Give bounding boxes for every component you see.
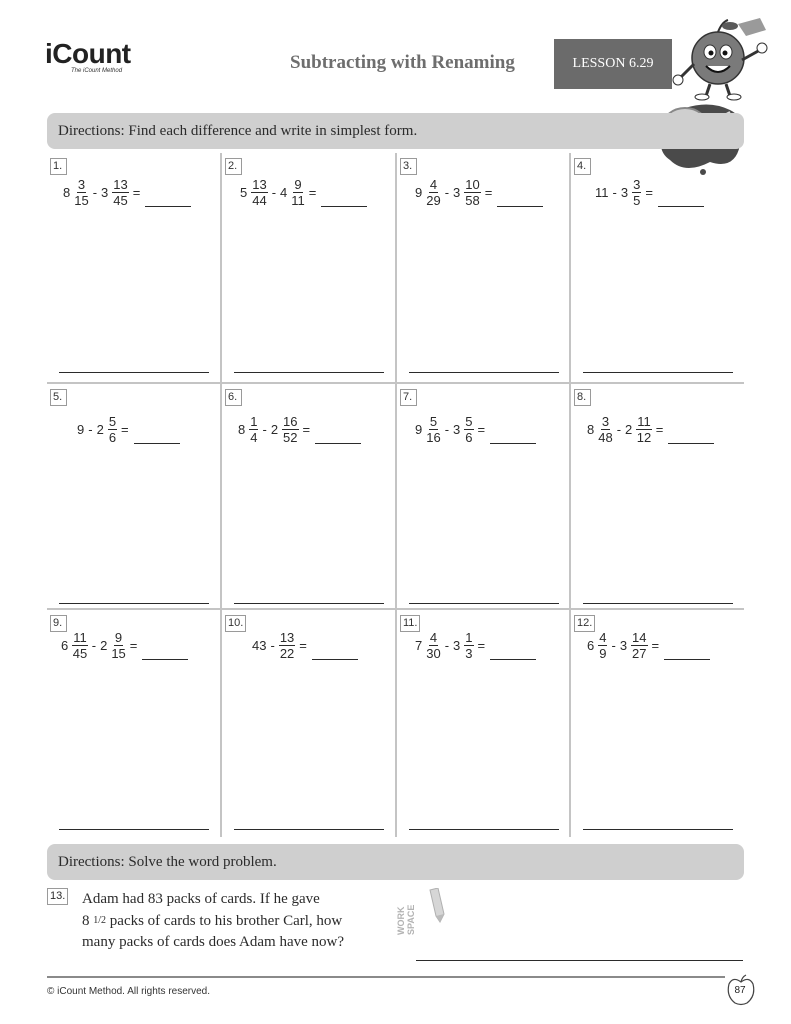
denominator: 11 [291,193,305,208]
problem-cell [222,384,395,612]
whole-number: 3 [453,638,461,653]
whole-number: 8 [238,422,246,437]
whole-number: 3 [453,422,461,437]
copyright-text: © iCount Method. All rights reserved. [47,986,210,997]
fraction [111,630,125,661]
answer-blank[interactable] [134,429,180,444]
whole-number: 7 [415,638,423,653]
work-answer-line[interactable] [583,603,733,604]
minus-sign: - [92,185,98,200]
numerator: 11 [637,414,651,429]
whole-number: 2 [625,422,633,437]
denominator: 30 [426,646,441,661]
answer-blank[interactable] [490,429,536,444]
fraction [291,177,305,208]
whole-number: 3 [620,185,629,200]
problem-cell [47,610,220,838]
whole-number: 3 [101,185,109,200]
work-answer-line[interactable] [409,829,559,830]
numerator: 11 [73,630,87,645]
fraction [632,177,641,208]
logo-wordmark: iCount [45,38,131,69]
problem-cell [571,610,744,838]
numerator: 1 [250,414,258,429]
numerator: 5 [108,414,117,429]
apple-mascot-icon [668,16,778,101]
problem-cell [47,384,220,612]
equals-sign: = [645,185,653,200]
fraction [426,630,440,661]
whole-number: 3 [453,185,461,200]
whole-number: 5 [240,185,248,200]
problem-expression [593,177,704,208]
numerator: 10 [465,177,480,192]
problem-cell [397,384,570,612]
problem-expression [75,414,180,445]
fraction [464,630,473,661]
word-problem-line: Adam had 83 packs of cards. If he gave [82,891,320,907]
problem-cell [571,153,744,381]
denominator: 44 [252,193,267,208]
denominator: 12 [636,430,652,445]
equals-sign: = [308,185,317,200]
page-title: Subtracting with Renaming [290,52,515,73]
whole-number: 9 [77,422,85,437]
problem-number: 1. [50,158,67,175]
fraction [598,630,607,661]
directions-text: Directions: Find each difference and write in simplest form. [58,123,418,139]
minus-sign: - [91,638,97,653]
numerator: 4 [599,630,607,645]
work-answer-line[interactable] [234,372,384,373]
problem-number: 12. [574,615,595,632]
problem-grid [47,153,744,837]
equals-sign: = [302,422,311,437]
whole-number: 2 [100,638,108,653]
problem-number: 8. [574,389,591,406]
equals-sign: = [477,638,486,653]
fraction [279,630,295,661]
whole-number: 6 [587,638,595,653]
whole-number: 43 [252,638,267,653]
fraction [598,414,612,445]
problem-cell [222,610,395,838]
problem-expression [585,414,714,445]
work-answer-line[interactable] [583,829,733,830]
answer-blank[interactable] [668,429,714,444]
numerator: 5 [429,414,438,429]
minus-sign: - [611,638,616,653]
numerator: 3 [633,177,641,192]
fraction [74,177,88,208]
numerator: 13 [279,630,295,645]
word-problem-line [82,910,387,932]
minus-sign: - [270,638,275,653]
denominator: 58 [465,193,480,208]
denominator: 4 [250,430,258,445]
answer-blank[interactable] [142,645,188,660]
denominator: 15 [74,193,89,208]
icount-logo [45,40,135,74]
numerator: 14 [632,630,647,645]
problem-number: 2. [225,158,242,175]
equals-sign: = [484,185,493,200]
numerator: 4 [429,630,438,645]
problem-number: 5. [50,389,67,406]
work-answer-line[interactable] [234,829,384,830]
fraction [426,414,440,445]
problem-number: 7. [400,389,417,406]
answer-blank[interactable] [315,429,361,444]
answer-blank[interactable] [490,645,536,660]
problem-expression [236,414,361,445]
whole-number: 9 [415,422,423,437]
fraction [251,177,267,208]
denominator: 27 [632,646,647,661]
answer-blank[interactable] [145,192,191,207]
fraction [636,414,652,445]
numerator: 1 [465,630,473,645]
denominator: 29 [426,193,441,208]
work-answer-line[interactable] [59,372,209,373]
fraction [631,630,647,661]
equals-sign: = [655,422,664,437]
problem-cell [222,153,395,381]
directions-bar [47,844,744,880]
work-answer-line[interactable] [409,603,559,604]
problem-expression [585,630,710,661]
problem-cell [397,153,570,381]
problem-number: 6. [225,389,242,406]
work-answer-line[interactable] [234,603,384,604]
problem-cell [571,384,744,612]
whole-number: 8 [587,422,595,437]
minus-sign: - [444,422,450,437]
problem-expression [59,630,188,661]
whole-number: 3 [619,638,628,653]
problem-expression [413,414,536,445]
whole-number: 9 [415,185,423,200]
whole-number: 8 [63,185,71,200]
whole-number: 2 [270,422,279,437]
logo-tagline: The iCount Method [71,68,123,74]
work-answer-line[interactable] [583,372,733,373]
whole-number: 6 [61,638,69,653]
word-problem-text [82,889,387,953]
minus-sign: - [262,422,267,437]
fraction [282,414,298,445]
mixed-number-fraction: 1/2 [93,915,107,926]
denominator: 45 [113,193,128,208]
numerator: 9 [294,177,302,192]
minus-sign: - [616,422,622,437]
whole-number: 4 [280,185,288,200]
answer-blank[interactable] [497,192,543,207]
problem-cell [397,610,570,838]
denominator: 45 [72,646,88,661]
minus-sign: - [271,185,277,200]
denominator: 3 [465,646,473,661]
denominator: 9 [599,646,607,661]
denominator: 22 [279,646,295,661]
numerator: 13 [252,177,267,192]
fraction [464,414,473,445]
footer-divider [47,976,725,978]
mixed-number-whole: 8 [82,913,90,929]
problem-expression [238,177,367,208]
answer-blank[interactable] [658,192,704,207]
equals-sign: = [121,422,129,437]
minus-sign: - [88,422,93,437]
fraction [426,177,440,208]
work-answer-line[interactable] [59,603,209,604]
numerator: 16 [283,414,298,429]
equals-sign: = [132,185,141,200]
denominator: 48 [598,430,613,445]
answer-blank[interactable] [312,645,358,660]
numerator: 5 [465,414,473,429]
problem-cell [47,153,220,381]
denominator: 6 [465,430,473,445]
fraction [72,630,88,661]
whole-number: 11 [595,185,609,200]
word-problem-line-rest: packs of cards to his brother Carl, how [109,913,343,929]
fraction [112,177,128,208]
answer-blank[interactable] [664,645,710,660]
word-problem-line: many packs of cards does Adam have now? [82,934,345,950]
problem-expression [413,177,543,208]
word-problem-answer-line[interactable] [416,960,743,961]
denominator: 16 [426,430,441,445]
denominator: 6 [108,430,117,445]
answer-blank[interactable] [321,192,367,207]
problem-number: 3. [400,158,417,175]
work-answer-line[interactable] [59,829,209,830]
problem-expression [413,630,536,661]
fraction [249,414,258,445]
numerator: 3 [601,414,610,429]
equals-sign: = [477,422,486,437]
minus-sign: - [612,185,617,200]
equals-sign: = [129,638,138,653]
denominator: 5 [633,193,641,208]
equals-sign: = [651,638,660,653]
minus-sign: - [444,185,450,200]
numerator: 3 [77,177,86,192]
problem-number: 13. [47,888,68,905]
work-answer-line[interactable] [409,372,559,373]
numerator: 9 [114,630,123,645]
fraction [108,414,117,445]
numerator: 4 [429,177,438,192]
numerator: 13 [113,177,128,192]
fraction [464,177,480,208]
denominator: 15 [111,646,126,661]
denominator: 52 [283,430,298,445]
problem-number: 9. [50,615,67,632]
directions-bar [47,113,744,149]
problem-number: 11. [400,615,420,632]
whole-number: 2 [96,422,104,437]
lesson-badge: LESSON 6.29 [554,39,672,89]
problem-number: 4. [574,158,591,175]
minus-sign: - [444,638,450,653]
problem-number: 10. [225,615,246,632]
problem-expression [250,630,358,661]
equals-sign: = [299,638,307,653]
pencil-icon [426,888,446,924]
problem-expression [61,177,191,208]
directions-text: Directions: Solve the word problem. [58,854,277,870]
work-space-label: WORK SPACE [396,904,416,935]
page-number: 87 [734,985,746,996]
